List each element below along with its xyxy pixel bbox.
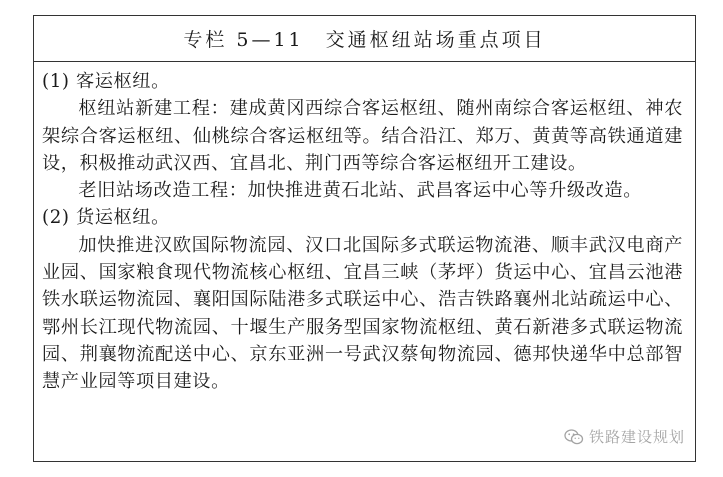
column-title: 专栏 5—11 交通枢纽站场重点项目 — [34, 16, 695, 62]
column-box — [33, 15, 696, 462]
paragraph-freight-projects: 加快推进汉欧国际物流园、汉口北国际多式联运物流港、顺丰武汉电商产业园、国家粮食现代物流核心枢纽、宜昌三峡（茅坪）货运中心、宜昌云池港铁水联运物流园、襄阳国际陆港多式联运中心、浩吉铁路襄州北站疏运中心、鄂州长江现代物流园、十堰生产服务型国家物流枢纽、黄石新港多式联运物流园、荆襄物流配送中心、京东亚洲一号武汉蔡甸物流园、德邦快递华中总部智慧产业园等项目建设。 — [42, 234, 683, 393]
paragraph-old-station-renovation: 老旧站场改造工程：加快推进黄石北站、武昌客运中心等升级改造。 — [78, 180, 643, 202]
section-heading-freight: (2) 货运枢纽。 — [42, 207, 170, 229]
section-heading-passenger: (1) 客运枢纽。 — [42, 71, 170, 92]
paragraph-new-hub-stations: 枢纽站新建工程：建成黄冈西综合客运枢纽、随州南综合客运枢纽、神农架综合客运枢纽、仙桃综合客运枢纽等。结合沿江、郑万、黄黄等高铁通道建设，积极推动武汉西、宜昌北、荆门西等综合客运枢纽开工建设。 — [42, 98, 683, 174]
column-content — [34, 62, 695, 396]
watermark-text: 铁路建设规划 — [588, 428, 685, 446]
wechat-icon — [564, 429, 584, 445]
watermark — [564, 426, 685, 447]
